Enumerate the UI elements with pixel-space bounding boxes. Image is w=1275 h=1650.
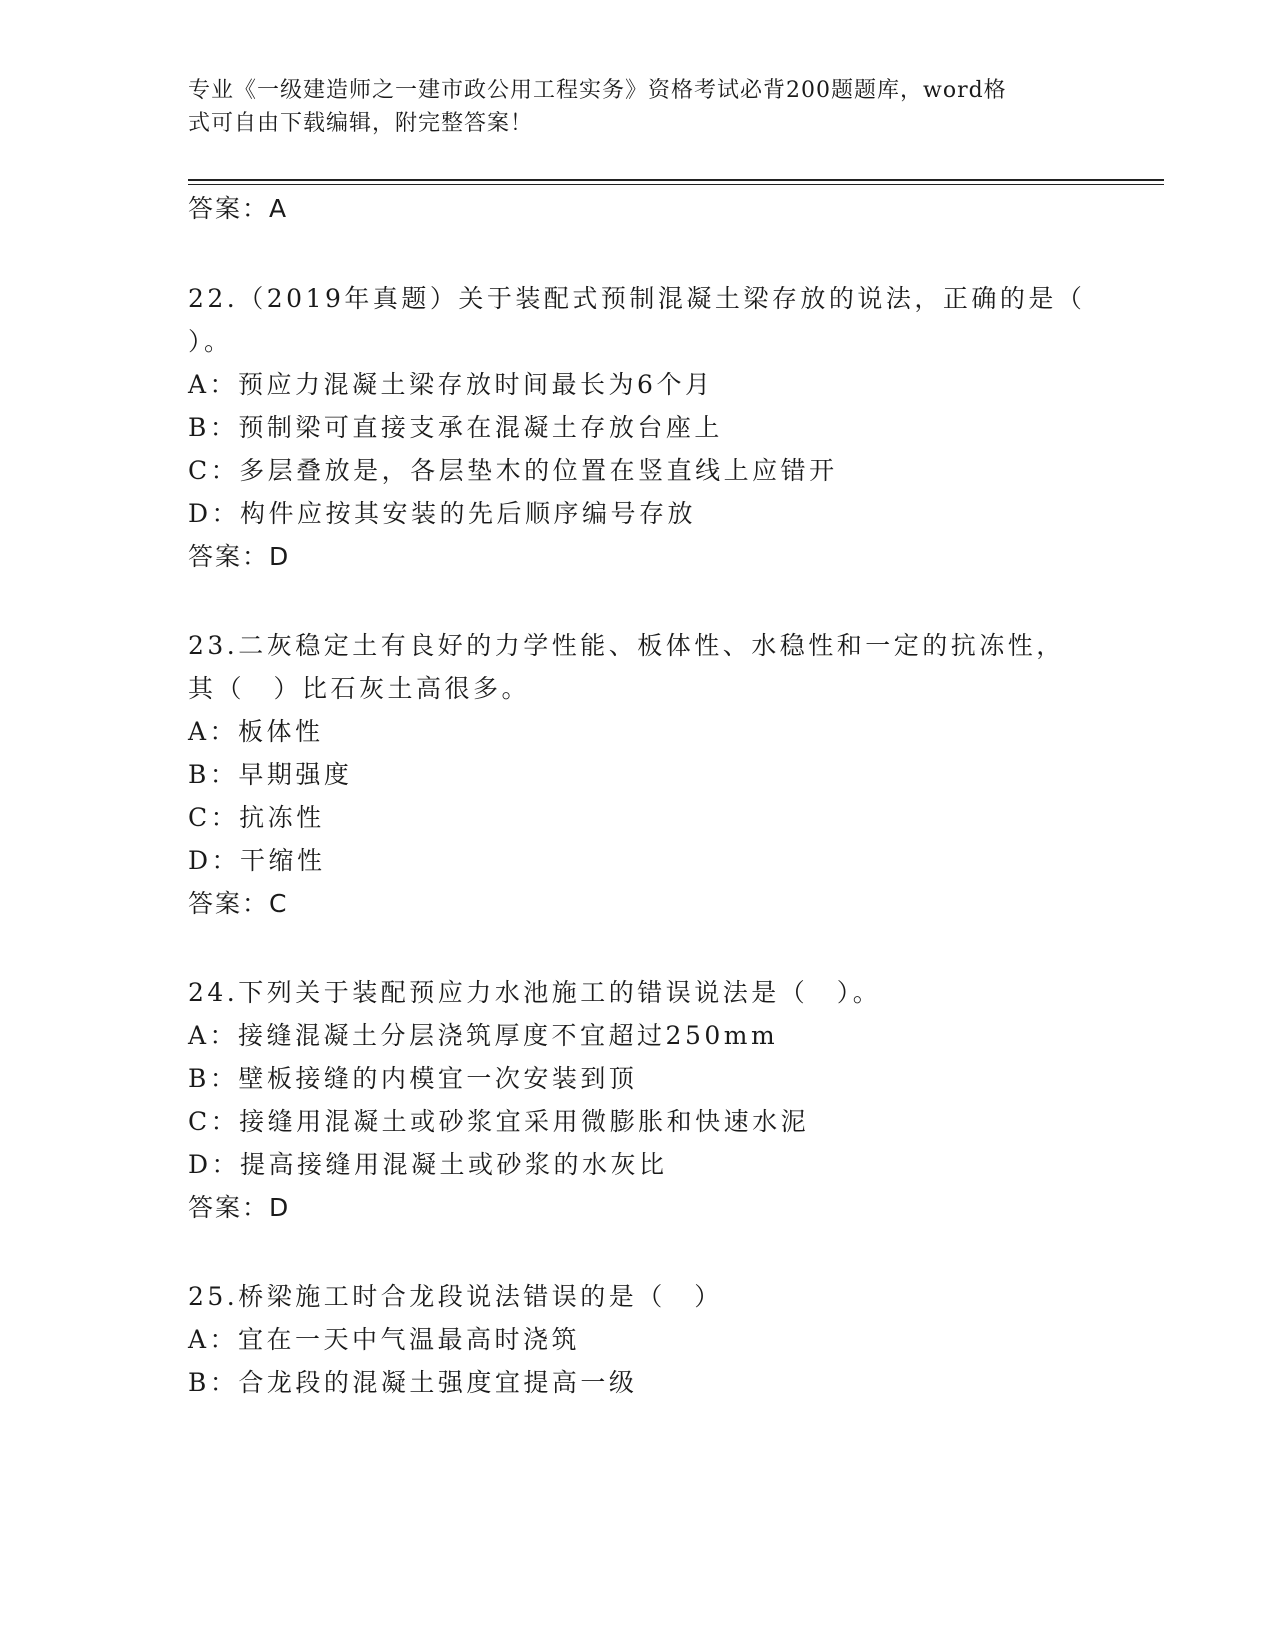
document-header: [188, 74, 1088, 140]
question-23-option-d: D：干缩性: [188, 846, 326, 875]
question-22-stem-line-2: ）。: [188, 327, 233, 356]
question-24-option-b: B：壁板接缝的内模宜一次安装到顶: [188, 1064, 638, 1093]
question-23-option-b: B：早期强度: [188, 760, 353, 789]
question-22-option-a: A：预应力混凝土梁存放时间最长为6个月: [188, 370, 714, 399]
header-line-2: 式可自由下载编辑，附完整答案！: [188, 111, 534, 136]
header-rule-thin: [188, 184, 1164, 185]
question-22-option-c: C：多层叠放是，各层垫木的位置在竖直线上应错开: [188, 456, 838, 485]
previous-answer: 答案：A: [188, 194, 289, 223]
question-22-stem-line-1: 22.（2019年真题）关于装配式预制混凝土梁存放的说法，正确的是（: [188, 284, 1086, 313]
header-line-1: 专业《一级建造师之一建市政公用工程实务》资格考试必背200题题库，word格: [188, 78, 1007, 103]
question-23-stem-line-1: 23.二灰稳定土有良好的力学性能、板体性、水稳性和一定的抗冻性，: [188, 631, 1065, 660]
question-22-answer: 答案：D: [188, 542, 291, 571]
question-23-option-a: A：板体性: [188, 717, 324, 746]
question-25-option-a: A：宜在一天中气温最高时浇筑: [188, 1325, 581, 1354]
question-24-answer: 答案：D: [188, 1193, 291, 1222]
question-24-option-d: D：提高接缝用混凝土或砂浆的水灰比: [188, 1150, 668, 1179]
question-25-option-b: B：合龙段的混凝土强度宜提高一级: [188, 1368, 638, 1397]
question-23-stem-line-2: 其（ ）比石灰土高很多。: [188, 674, 531, 703]
question-23-answer: 答案：C: [188, 889, 289, 918]
question-24-option-c: C：接缝用混凝土或砂浆宜采用微膨胀和快速水泥: [188, 1107, 810, 1136]
question-23-option-c: C：抗冻性: [188, 803, 325, 832]
question-22-option-d: D：构件应按其安装的先后顺序编号存放: [188, 499, 697, 528]
question-24-option-a: A：接缝混凝土分层浇筑厚度不宜超过250mm: [188, 1021, 779, 1050]
question-24-stem-line-1: 24.下列关于装配预应力水池施工的错误说法是（ ）。: [188, 978, 882, 1007]
question-25-stem-line-1: 25.桥梁施工时合龙段说法错误的是（ ）: [188, 1282, 723, 1311]
question-22-option-b: B：预制梁可直接支承在混凝土存放台座上: [188, 413, 723, 442]
header-rule-thick: [188, 179, 1164, 181]
